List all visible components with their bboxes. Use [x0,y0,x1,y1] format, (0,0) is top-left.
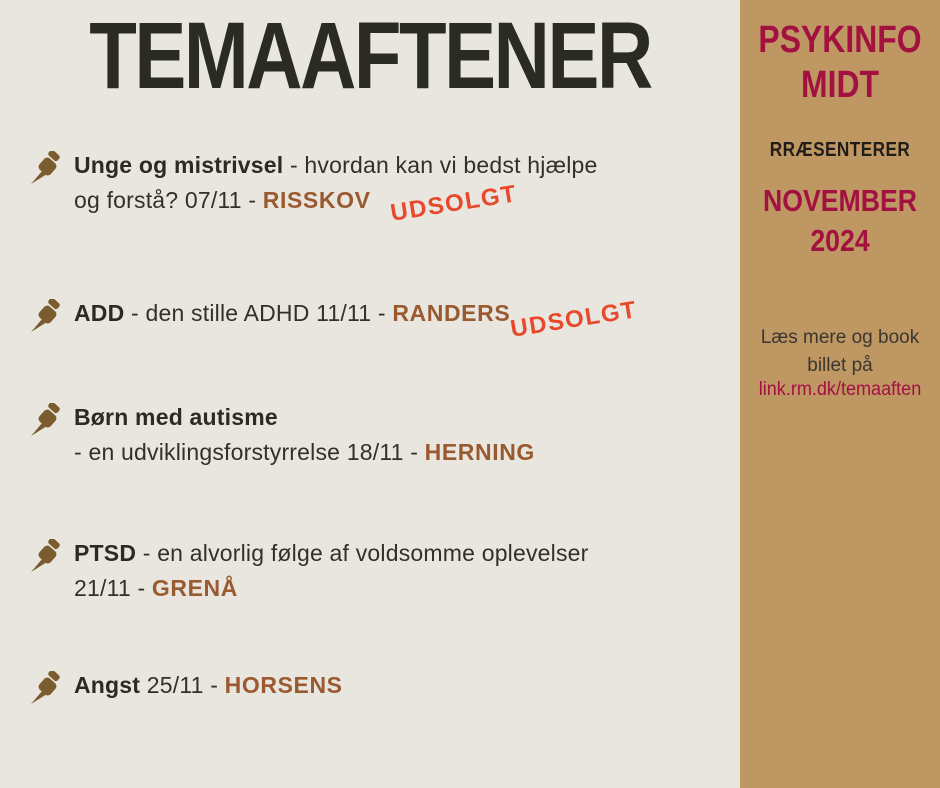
sidebar [740,0,940,788]
month-label: NOVEMBER [762,183,918,218]
event-title: Unge og mistrivsel [74,152,284,178]
year-label: 2024 [810,223,870,258]
event-text-block [74,536,700,606]
event-item-angst [28,668,700,703]
info-line1: Læs mere og book [760,327,920,348]
event-city: RISSKOV [262,187,371,213]
brand-line1: PSYKINFO [758,19,922,61]
event-description: - en alvorlig følge af voldsomme oplevelser [136,540,589,566]
event-title: ADD [74,300,125,326]
event-description: - den stille ADHD 11/11 - [124,300,393,326]
pushpin-icon [28,671,64,707]
event-item-unge-og-mistrivsel [28,148,700,227]
pushpin-icon [28,539,64,575]
event-item-ptsd [28,536,700,606]
event-title: Børn med autisme [74,404,278,430]
pushpin-icon [28,299,64,335]
booking-info-text [740,324,940,380]
presents-label: RRÆSENTERER [769,139,911,161]
event-text-block [74,400,700,470]
page-title: TEMAAFTENER [89,3,651,109]
pushpin-icon [28,403,64,439]
event-description: - en udviklingsforstyrrelse 18/11 - [74,439,425,465]
event-text-block [74,148,700,218]
event-description: - hvordan kan vi bedst hjælpe [283,152,598,178]
event-description: og forstå? 07/11 - [74,187,263,213]
event-description: 25/11 - [140,672,225,698]
booking-link[interactable]: link.rm.dk/temaaften [758,379,922,400]
brand-name [756,18,924,108]
brand-line2: MIDT [800,64,880,106]
event-item-add [28,296,700,343]
event-city: HORSENS [224,672,343,698]
event-title: PTSD [74,540,137,566]
event-item-boern-med-autisme [28,400,700,470]
event-description: 21/11 - [74,575,152,601]
event-city: HERNING [424,439,535,465]
info-line2: billet på [807,355,873,376]
event-text-block [74,668,700,703]
month-year-label [754,181,926,261]
event-city: GRENÅ [151,575,238,601]
event-title: Angst [74,672,141,698]
sold-out-badge: UDSOLGT [388,180,520,227]
event-city: RANDERS [392,300,511,326]
sold-out-badge: UDSOLGT [508,296,640,343]
pushpin-icon [28,151,64,187]
